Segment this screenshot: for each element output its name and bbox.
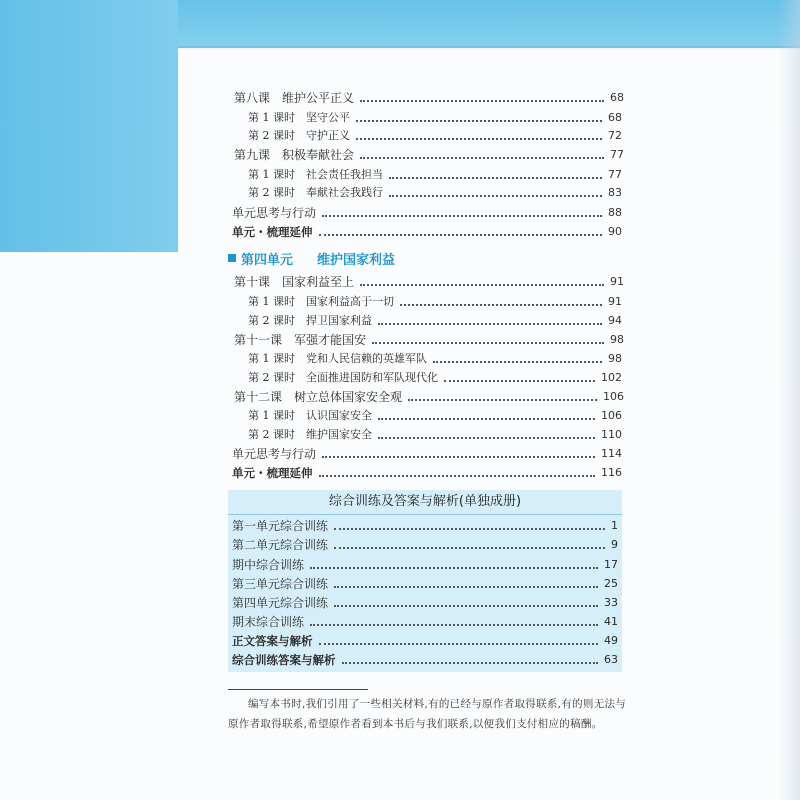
dot-leader bbox=[334, 547, 605, 549]
toc-entry-page: 77 bbox=[610, 148, 624, 161]
dot-leader bbox=[389, 195, 602, 197]
toc-entry bbox=[234, 385, 624, 405]
exercise-entry-page: 41 bbox=[604, 615, 618, 628]
toc-entry-page: 91 bbox=[610, 275, 624, 288]
toc-entry-page: 98 bbox=[608, 352, 622, 365]
toc-entry bbox=[248, 163, 622, 183]
toc-entry bbox=[232, 220, 622, 240]
toc-entry bbox=[248, 404, 622, 424]
dot-leader bbox=[372, 342, 604, 344]
toc-entry-page: 91 bbox=[608, 295, 622, 308]
dot-leader bbox=[342, 662, 599, 664]
toc-entry bbox=[248, 423, 622, 443]
exercise-entry-page: 63 bbox=[604, 653, 618, 666]
exercise-entry bbox=[232, 629, 618, 649]
dot-leader bbox=[444, 380, 595, 382]
dot-leader bbox=[400, 304, 602, 306]
toc-entry-page: 114 bbox=[601, 447, 622, 460]
dot-leader bbox=[322, 215, 602, 217]
toc-entry-title: 第 2 课时 奉献社会我践行 bbox=[248, 186, 383, 199]
exercise-entry-title: 第一单元综合训练 bbox=[232, 519, 329, 533]
dot-leader bbox=[334, 605, 598, 607]
toc-entry-page: 102 bbox=[601, 371, 622, 384]
dot-leader bbox=[389, 177, 602, 179]
dot-leader bbox=[360, 100, 604, 102]
dot-leader bbox=[360, 284, 604, 286]
dot-leader bbox=[433, 361, 602, 363]
exercise-entry bbox=[232, 533, 618, 553]
toc-entry-page: 77 bbox=[608, 168, 622, 181]
dot-leader bbox=[356, 120, 602, 122]
toc-entry-page: 116 bbox=[601, 466, 622, 479]
exercise-entry-title: 第二单元综合训练 bbox=[232, 538, 329, 552]
toc-entry bbox=[248, 290, 622, 310]
toc-entry bbox=[248, 106, 622, 126]
exercise-entry bbox=[232, 514, 618, 534]
toc-entry-title: 第十一课 军强才能国安 bbox=[234, 333, 367, 347]
exercise-entry bbox=[232, 648, 618, 668]
exercise-entry-title: 期末综合训练 bbox=[232, 615, 305, 629]
toc-entry-title: 第 2 课时 维护国家安全 bbox=[248, 428, 372, 441]
toc-entry-page: 88 bbox=[608, 206, 622, 219]
toc-entry-page: 110 bbox=[601, 428, 622, 441]
toc-entry bbox=[248, 309, 622, 329]
toc-entry-title: 单元思考与行动 bbox=[232, 206, 317, 220]
exercise-entry-page: 1 bbox=[611, 519, 618, 532]
toc-entry-page: 90 bbox=[608, 225, 622, 238]
toc-entry-page: 106 bbox=[601, 409, 622, 422]
exercise-entry bbox=[232, 591, 618, 611]
dot-leader bbox=[319, 475, 596, 477]
toc-entry bbox=[234, 143, 624, 163]
toc-entry-title: 第十二课 树立总体国家安全观 bbox=[234, 390, 403, 404]
exercise-entry bbox=[232, 610, 618, 630]
toc-entry-page: 68 bbox=[608, 111, 622, 124]
copyright-footnote: 编写本书时,我们引用了一些相关材料,有的已经与原作者取得联系,有的则无法与原作者取得联系,希望原作者看到本书后与我们联系,以便我们支付相应的稿酬。 bbox=[228, 698, 627, 730]
toc-entry-title: 单元・梳理延伸 bbox=[232, 225, 313, 239]
dot-leader bbox=[319, 234, 603, 236]
toc-entry bbox=[232, 442, 622, 462]
toc-entry bbox=[248, 347, 622, 367]
exercise-entry-title: 期中综合训练 bbox=[232, 558, 305, 572]
exercise-entry-page: 33 bbox=[604, 596, 618, 609]
band-shadow bbox=[178, 46, 800, 50]
toc-entry-page: 83 bbox=[608, 186, 622, 199]
exercise-entry-page: 25 bbox=[604, 577, 618, 590]
toc-entry-title: 单元・梳理延伸 bbox=[232, 466, 313, 480]
toc-entry-title: 第 2 课时 全面推进国防和军队现代化 bbox=[248, 371, 438, 384]
toc-entry-page: 94 bbox=[608, 314, 622, 327]
unit-name: 维护国家利益 bbox=[317, 252, 396, 268]
dot-leader bbox=[408, 399, 597, 401]
toc-entry-page: 98 bbox=[610, 333, 624, 346]
dot-leader bbox=[322, 456, 595, 458]
page-edge-shading bbox=[778, 0, 800, 800]
toc-entry-title: 第 1 课时 社会责任我担当 bbox=[248, 168, 383, 181]
dot-leader bbox=[378, 323, 602, 325]
exercise-booklet-box bbox=[228, 490, 622, 672]
toc-entry-title: 第九课 积极奉献社会 bbox=[234, 148, 355, 162]
toc-entry bbox=[232, 201, 622, 221]
exercise-entry-title: 正文答案与解析 bbox=[232, 634, 313, 648]
dot-leader bbox=[360, 157, 604, 159]
toc-entry bbox=[234, 328, 624, 348]
toc-entry-title: 第 2 课时 捍卫国家利益 bbox=[248, 314, 372, 327]
dot-leader bbox=[378, 418, 595, 420]
dot-leader bbox=[310, 567, 598, 569]
toc-entry-title: 单元思考与行动 bbox=[232, 447, 317, 461]
toc-entry bbox=[234, 270, 624, 290]
toc-entry bbox=[232, 461, 622, 481]
dot-leader bbox=[378, 437, 595, 439]
toc-entry-page: 106 bbox=[603, 390, 624, 403]
dot-leader bbox=[356, 138, 602, 140]
toc-entry-title: 第十课 国家利益至上 bbox=[234, 275, 355, 289]
exercise-entry-title: 第三单元综合训练 bbox=[232, 577, 329, 591]
dot-leader bbox=[319, 643, 599, 645]
toc-entry-title: 第八课 维护公平正义 bbox=[234, 91, 355, 105]
toc-entry-title: 第 1 课时 党和人民信赖的英雄军队 bbox=[248, 352, 427, 365]
toc-entry bbox=[234, 86, 624, 106]
square-bullet-icon bbox=[228, 254, 236, 262]
exercise-entry bbox=[232, 553, 618, 573]
toc-entry-page: 72 bbox=[608, 129, 622, 142]
toc-entry-title: 第 2 课时 守护正义 bbox=[248, 129, 350, 142]
unit-heading bbox=[228, 249, 395, 267]
exercise-entry-title: 第四单元综合训练 bbox=[232, 596, 329, 610]
toc-entry-title: 第 1 课时 国家利益高于一切 bbox=[248, 295, 394, 308]
unit-label: 第四单元 bbox=[241, 252, 294, 268]
toc-entry-page: 68 bbox=[610, 91, 624, 104]
exercise-entry-page: 17 bbox=[604, 558, 618, 571]
toc-entry-title: 第 1 课时 认识国家安全 bbox=[248, 409, 372, 422]
toc-entry bbox=[248, 366, 622, 386]
exercise-booklet-title: 综合训练及答案与解析(单独成册) bbox=[228, 490, 622, 515]
toc-entry bbox=[248, 124, 622, 144]
dot-leader bbox=[334, 586, 598, 588]
dot-leader bbox=[310, 624, 598, 626]
exercise-entry bbox=[232, 572, 618, 592]
exercise-entry-page: 49 bbox=[604, 634, 618, 647]
exercise-entry-page: 9 bbox=[611, 538, 618, 551]
exercise-entry-title: 综合训练答案与解析 bbox=[232, 653, 336, 667]
footnote-divider bbox=[228, 689, 368, 690]
toc-entry bbox=[248, 181, 622, 201]
toc-entry-title: 第 1 课时 坚守公平 bbox=[248, 111, 350, 124]
left-color-band bbox=[0, 0, 178, 252]
dot-leader bbox=[334, 528, 605, 530]
